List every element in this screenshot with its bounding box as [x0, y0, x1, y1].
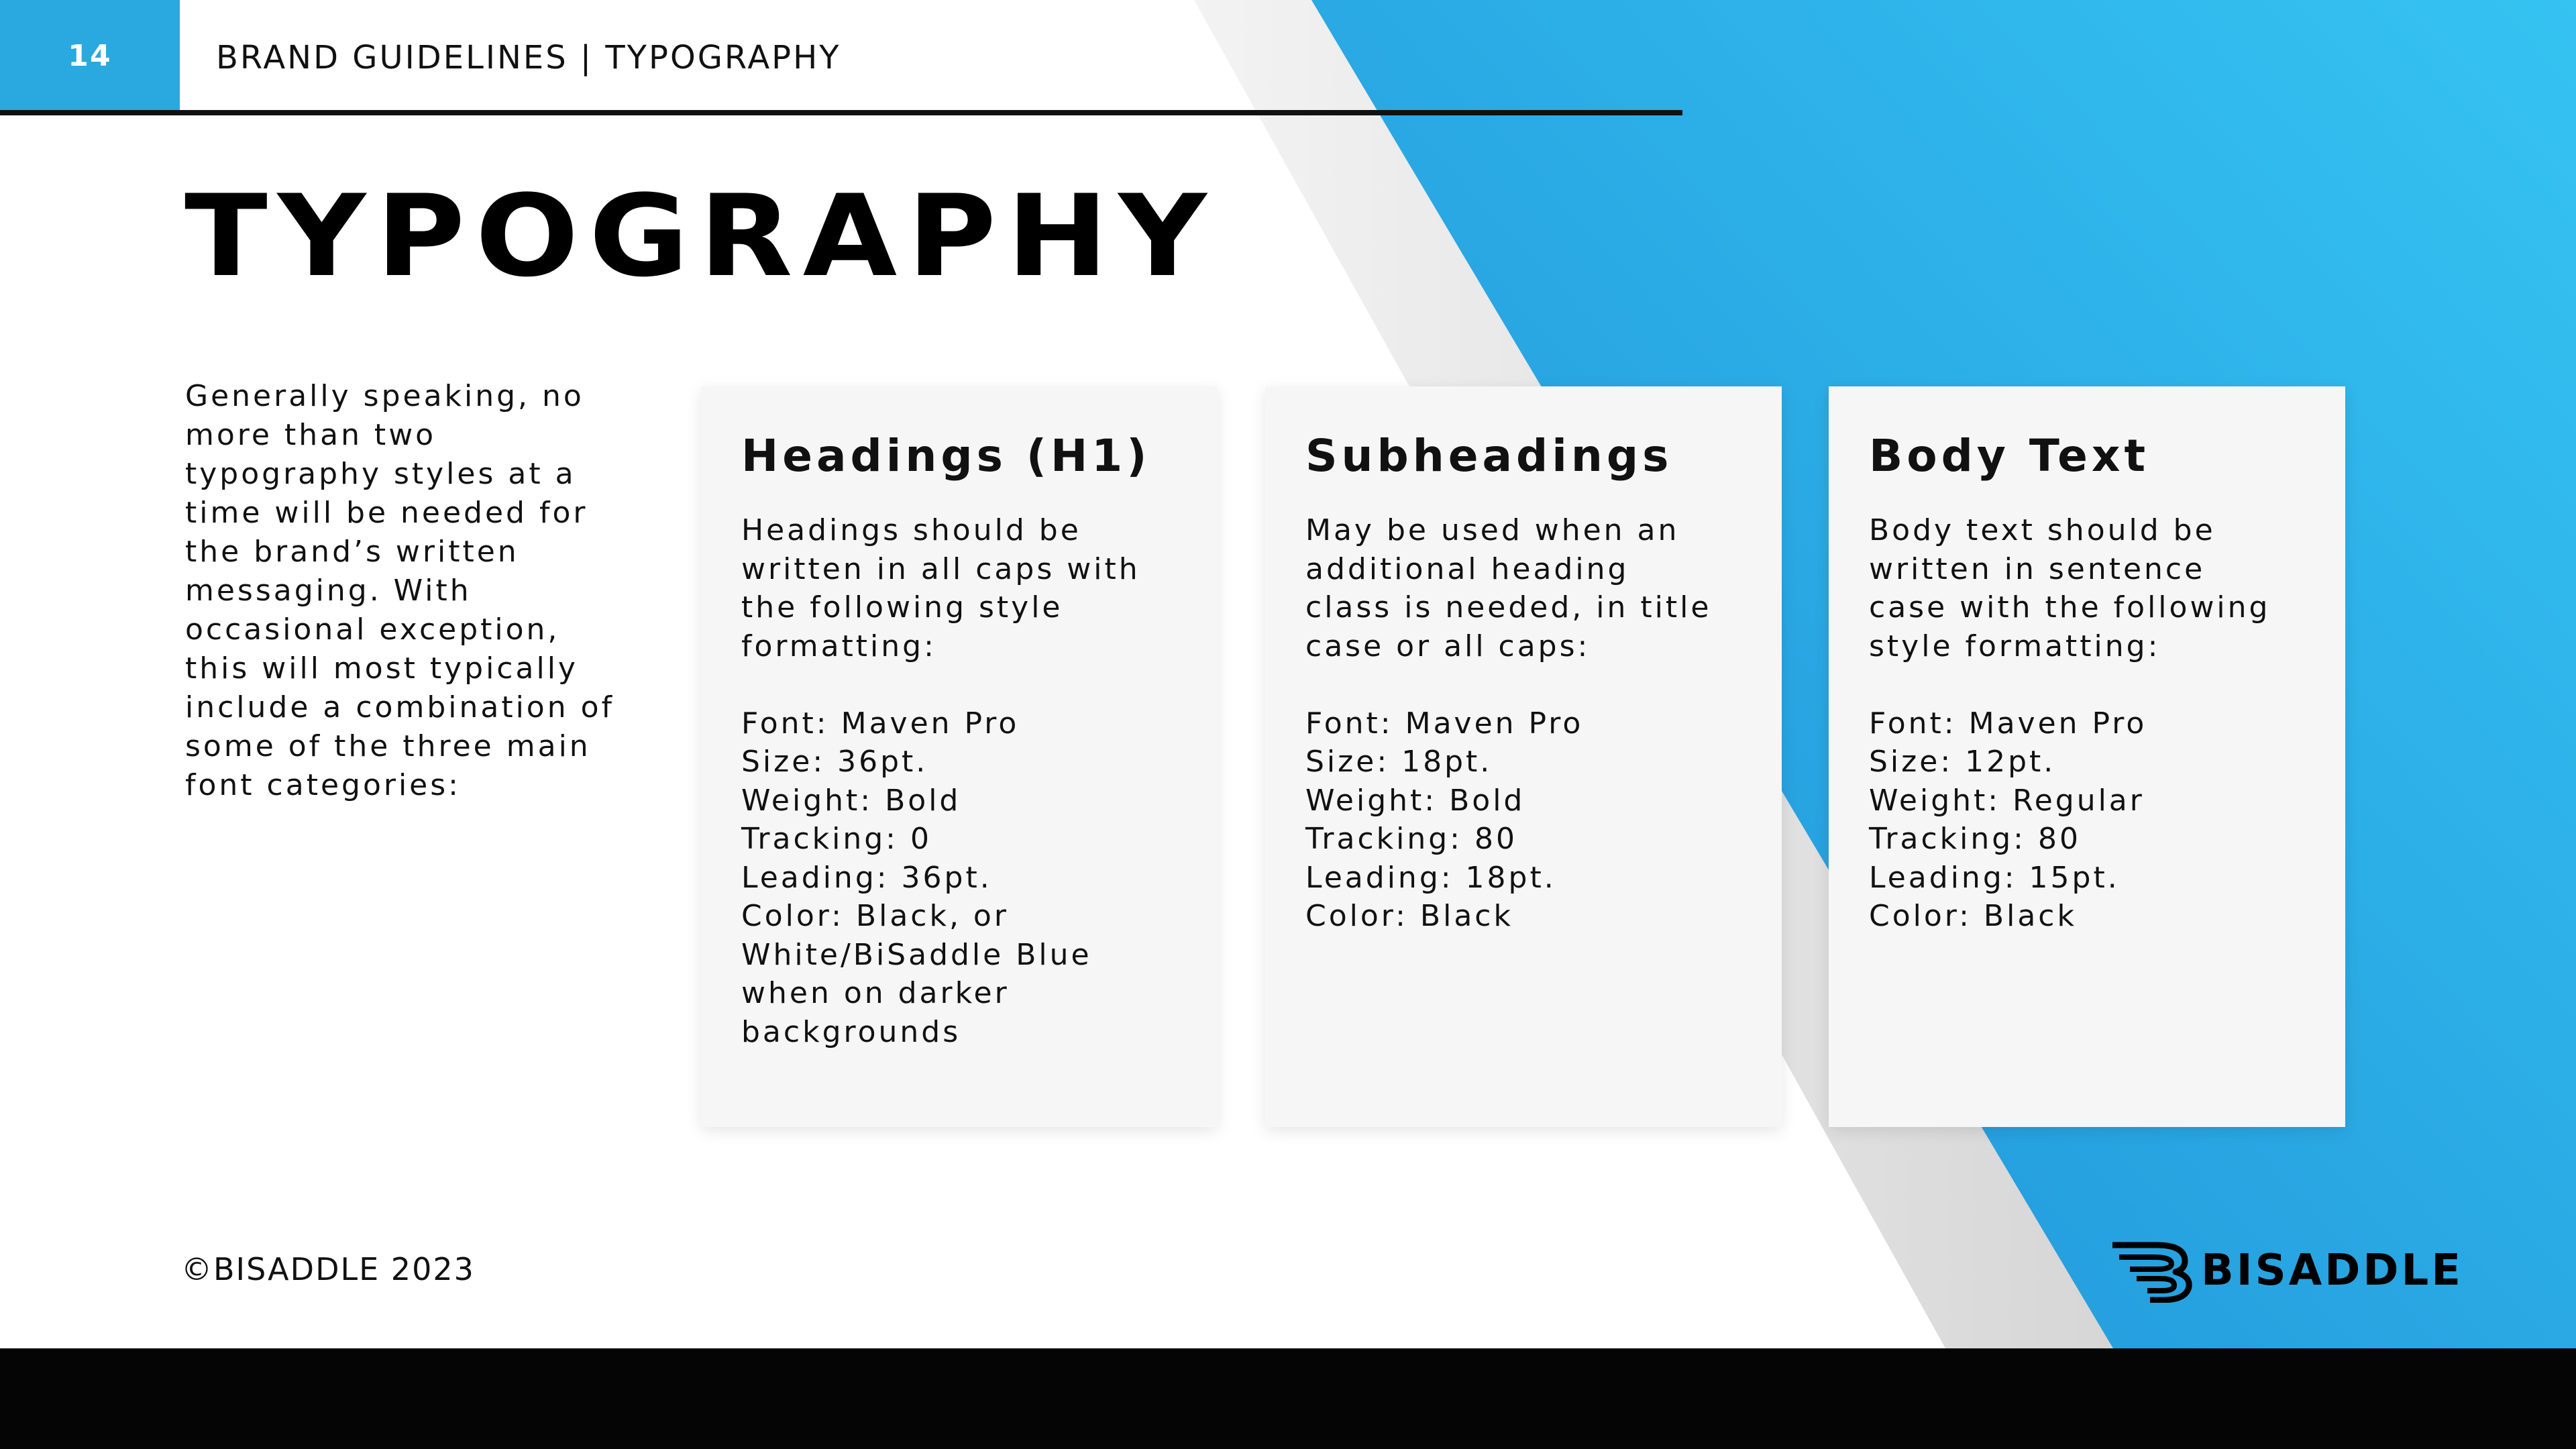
section-title: BRAND GUIDELINES | TYPOGRAPHY: [216, 39, 841, 76]
card-title: Body Text: [1869, 430, 2150, 482]
page-number-tab: [0, 0, 180, 111]
page-number: 14: [68, 38, 112, 73]
logo-wordmark: BISADDLE: [2201, 1246, 2463, 1295]
card-body: Body text should be written in sentence case with the following style formatting: Font: Maven Pro Size: 12pt. Weight: Regular Tracking: 80 Leading: 15pt. Color: Black: [1869, 513, 2271, 933]
card-subheadings: [1265, 386, 1782, 1127]
card-title: Subheadings: [1305, 430, 1673, 482]
card-body-text: [1829, 386, 2345, 1127]
intro-paragraph: Generally speaking, no more than two typography styles at a time will be needed for the brand’s written messaging. With occasional exception, this will most typically include a combination of some of the three main font categories:: [185, 379, 615, 802]
header-divider: [0, 110, 1682, 115]
copyright-text: ©BISADDLE 2023: [181, 1251, 475, 1287]
card-headings: [701, 386, 1218, 1127]
card-title: Headings (H1): [741, 430, 1151, 482]
bisaddle-logo: [2110, 1238, 2463, 1303]
page-title: TYPOGRAPHY: [184, 170, 1217, 302]
card-body: Headings should be written in all caps with the following style formatting: Font: Maven Pro Size: 36pt. Weight: Bold Tracking: 0 Leading: 36pt. Color: Black, or White/BiSaddle Blue when on darker backgrounds: [741, 513, 1140, 1049]
footer-bar: [0, 1348, 2576, 1449]
card-body: May be used when an additional heading class is needed, in title case or all caps: Font: Maven Pro Size: 18pt. Weight: Bold Tracking: 80 Leading: 18pt. Color: Black: [1305, 513, 1712, 933]
bisaddle-saddle-logo-icon: [2110, 1238, 2197, 1303]
